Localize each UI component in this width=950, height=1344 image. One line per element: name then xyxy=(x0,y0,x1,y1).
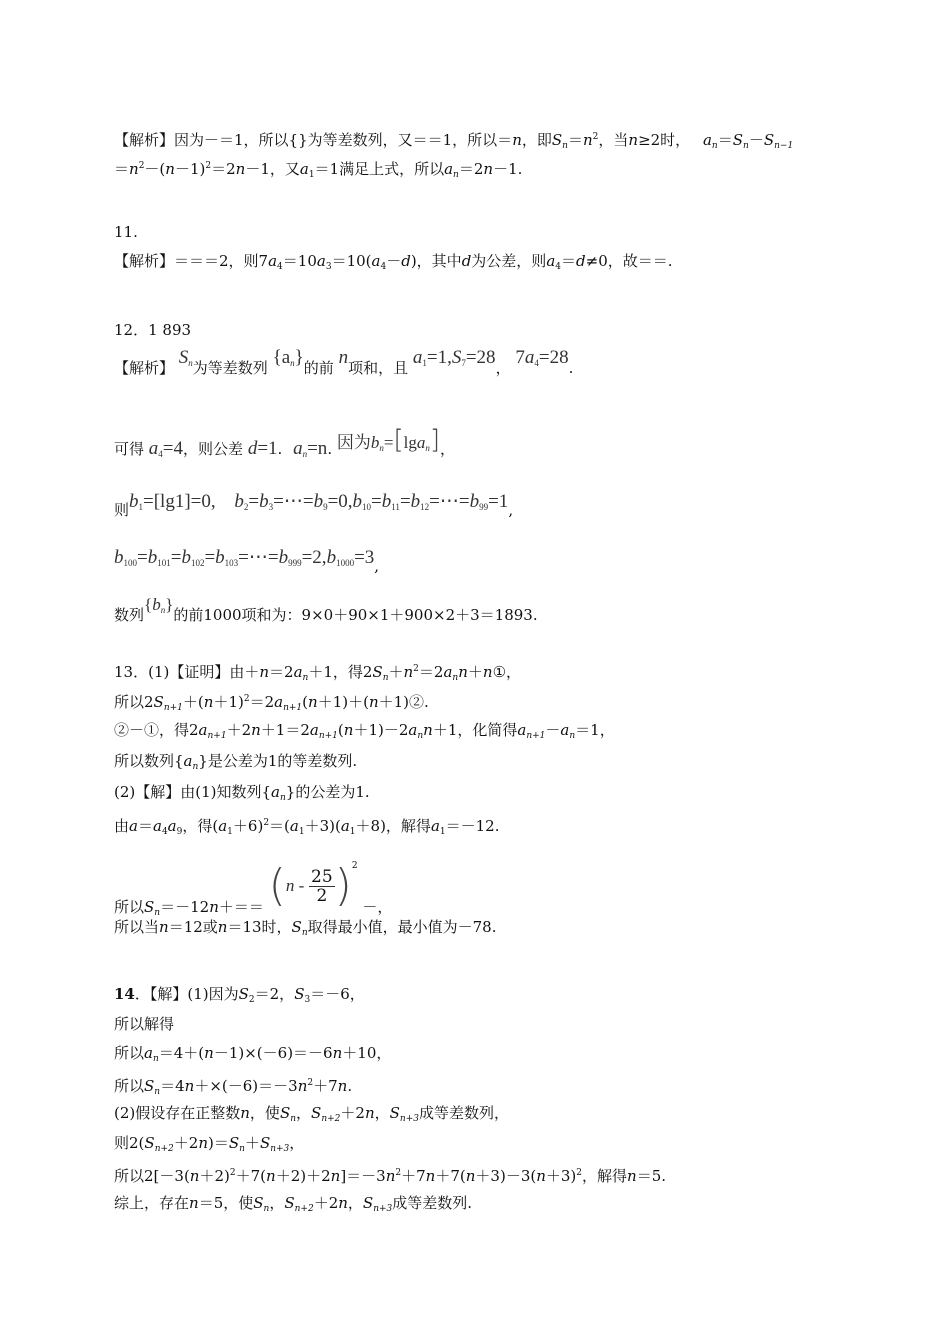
ans13-line2: 所以$2S_{n+1}+(n+1)^2=2a_{n+1}(n+1)+(n+1)②$. xyxy=(114,693,429,713)
ans12-line3: 则$b_1=[\lg 1]=0$, $b_2=b_3=\cdots=b_9=0,b_{10}=b_{11}=b_{12}=\cdots=b_{99}=1$, xyxy=(114,491,514,519)
ans12-line4: $b_{100}=b_{101}=b_{102}=b_{103}=\cdots=b_{999}=2,b_{1000}=3$, xyxy=(114,547,380,575)
ans13-line6: 由$a=a_4a_9$，得$(a_1+6)^2=(a_1+3)(a_1+8)$，解得$a_1=-12$. xyxy=(114,817,500,837)
ans11-number: 11. xyxy=(114,223,138,241)
ans13-line1: 13．(1)【证明】由$+n=2a_n+1$，得$2S_n+n^2=2a_nn+n①$， xyxy=(114,663,522,683)
ans14-line7: 所以$2[-3(n+2)^2+7(n+2)+2n]=-3n^2+7n+7(n+3)-3(n+3)^2$，解得n＝5. xyxy=(114,1167,667,1185)
ans13-line8: 所以当n＝12或n＝13时，$S_n$取得最小值，最小值为－78. xyxy=(114,918,497,938)
ans14-line6: 则$2(S_{n+2}+2n)=S_n+S_{n+3}$， xyxy=(114,1134,305,1154)
ans12-line2: 可得 $a_4=4$，则公差 d=1. $a_n=n$. 因为$b_n=[\lg a_n]$， xyxy=(114,425,456,459)
ans13-line3: ②－①，得$2a_{n+1}+2n+1=2a_{n+1}(n+1)-2a_nn+1$，化简得$a_{n+1}-a_n=1$， xyxy=(114,721,615,741)
ans10-line2: $=n^2-(n-1)^2=2n-1$，又$a_1=1$满足上式，所以$a_n=2n-1$. xyxy=(114,160,523,180)
ans14-line8: 综上，存在n＝5，使$S_n$，$S_{n+2}+2n$，$S_{n+3}$成等差数列. xyxy=(114,1194,473,1214)
ans13-line5: (2)【解】由(1)知数列$\{a_n\}$的公差为1. xyxy=(114,783,370,803)
ans14-line2: 所以解得 xyxy=(114,1015,175,1033)
ans14-line3: 所以$a_n=4+(n-1)\times(-6)=-6n+10$， xyxy=(114,1044,392,1064)
ans11-text: 【解析】＝＝＝2，则$7a_4=10a_3=10(a_4-d)$，其中d为公差，则$a_4=d\ne 0$，故＝＝. xyxy=(114,252,673,272)
ans10-line1: 【解析】因为－＝1，所以{}为等差数列，又＝＝1，所以＝n，即$S_n=n^2$，当n≥2时， $a_n=S_n-S_{n-1}$ xyxy=(114,131,794,151)
ans12-line1: 【解析】 $S_n$为等差数列 $\{a_n\}$的前 n项和，且 $a_1=1,S_7=28$， $7a_4=28$. xyxy=(114,347,574,377)
ans13-line7: 所以$S_n=-12n+== (n$ - $\frac{25}{2}$ )$^2$ －， xyxy=(114,860,393,918)
ans14-line5: (2)假设存在正整数n，使$S_n$，$S_{n+2}+2n$，$S_{n+3}$成等差数列， xyxy=(114,1104,509,1124)
ans12-header: 12．1 893 xyxy=(114,321,192,339)
ans14-line4: 所以$S_n=4n+\times(-6)=-3n^2+7n$. xyxy=(114,1077,353,1097)
ans14-line1: 14．【解】(1)因为$S_2=2$，$S_3=-6$， xyxy=(114,985,365,1005)
ans13-line4: 所以数列$\{a_n\}$是公差为1的等差数列. xyxy=(114,752,358,772)
squared-fraction: (n - $\frac{25}{2}$ )$^2$ xyxy=(268,860,358,911)
ans12-line5: 数列$\{b_n\}$的前1000项和为：9×0＋90×1＋900×2＋3＝1893. xyxy=(114,595,538,624)
